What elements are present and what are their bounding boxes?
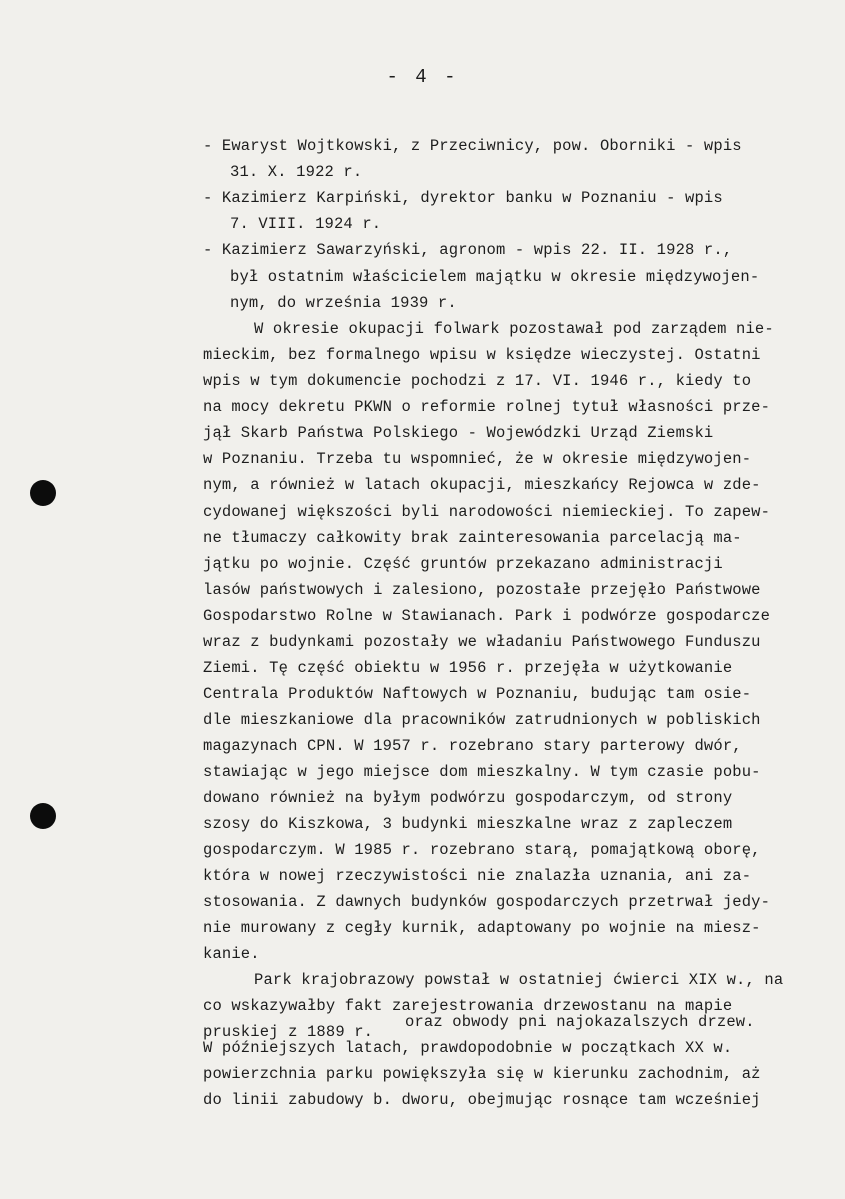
text-line: magazynach CPN. W 1957 r. rozebrano stary parterowy dwór, [203, 737, 742, 755]
text-line: do linii zabudowy b. dworu, obejmując rosnące tam wcześniej [203, 1091, 761, 1109]
text-line: wraz z budynkami pozostały we władaniu Państwowego Funduszu [203, 633, 761, 651]
text-line: Gospodarstwo Rolne w Stawianach. Park i podwórze gospodarcze [203, 607, 771, 625]
text-line: mieckim, bez formalnego wpisu w księdze wieczystej. Ostatni [203, 346, 761, 364]
text-line: kanie. [203, 945, 260, 963]
text-line: ne tłumaczy całkowity brak zainteresowania parcelacją ma- [203, 529, 742, 547]
text-line: w Poznaniu. Trzeba tu wspomnieć, że w okresie międzywojen- [203, 450, 752, 468]
text-line: cydowanej większości byli narodowości niemieckiej. To zapew- [203, 503, 771, 521]
text-line: lasów państwowych i zalesiono, pozostałe przejęło Państwowe [203, 581, 761, 599]
text-line: na mocy dekretu PKWN o reformie rolnej tytuł własności prze- [203, 398, 771, 416]
text-line: pruskiej z 1889 r. [203, 1023, 374, 1041]
punch-hole-lower [30, 803, 56, 829]
punch-hole-upper [30, 480, 56, 506]
text-line: stawiając w jego miejsce dom mieszkalny. W tym czasie pobu- [203, 763, 761, 781]
text-line: - Ewaryst Wojtkowski, z Przeciwnicy, pow. Oborniki - wpis [203, 137, 742, 155]
text-line: dowano również na byłym podwórzu gospodarczym, od strony [203, 789, 733, 807]
text-line: szosy do Kiszkowa, 3 budynki mieszkalne wraz z zapleczem [203, 815, 733, 833]
text-line: co wskazywałby fakt zarejestrowania drzewostanu na mapie [203, 997, 733, 1015]
text-line: - Kazimierz Karpiński, dyrektor banku w Poznaniu - wpis [203, 189, 723, 207]
text-line: oraz obwody pni najokazalszych drzew. [405, 1013, 755, 1031]
text-line: wpis w tym dokumencie pochodzi z 17. VI. 1946 r., kiedy to [203, 372, 752, 390]
text-line: jątku po wojnie. Część gruntów przekazano administracji [203, 555, 723, 573]
text-line: W późniejszych latach, prawdopodobnie w początkach XX w. [203, 1039, 733, 1057]
text-line: Centrala Produktów Naftowych w Poznaniu, budując tam osie- [203, 685, 752, 703]
text-line: dle mieszkaniowe dla pracowników zatrudnionych w pobliskich [203, 711, 761, 729]
page-number: - 4 - [386, 66, 459, 88]
text-line: był ostatnim właścicielem majątku w okresie międzywojen- [230, 268, 760, 286]
text-line: - Kazimierz Sawarzyński, agronom - wpis 22. II. 1928 r., [203, 241, 733, 259]
text-line: nym, do września 1939 r. [230, 294, 457, 312]
text-line: W okresie okupacji folwark pozostawał pod zarządem nie- [254, 320, 774, 338]
text-line: Ziemi. Tę część obiektu w 1956 r. przejęła w użytkowanie [203, 659, 733, 677]
text-line: 31. X. 1922 r. [230, 163, 363, 181]
text-line: 7. VIII. 1924 r. [230, 215, 382, 233]
text-line: gospodarczym. W 1985 r. rozebrano starą, pomajątkową oborę, [203, 841, 761, 859]
text-line: nym, a również w latach okupacji, mieszkańcy Rejowca w zde- [203, 476, 761, 494]
text-line: stosowania. Z dawnych budynków gospodarczych przetrwał jedy- [203, 893, 771, 911]
text-line: jął Skarb Państwa Polskiego - Wojewódzki Urząd Ziemski [203, 424, 714, 442]
text-line: Park krajobrazowy powstał w ostatniej ćwierci XIX w., na [254, 971, 784, 989]
text-line: która w nowej rzeczywistości nie znalazła uznania, ani za- [203, 867, 752, 885]
text-line: powierzchnia parku powiększyła się w kierunku zachodnim, aż [203, 1065, 761, 1083]
text-line: nie murowany z cegły kurnik, adaptowany po wojnie na miesz- [203, 919, 761, 937]
